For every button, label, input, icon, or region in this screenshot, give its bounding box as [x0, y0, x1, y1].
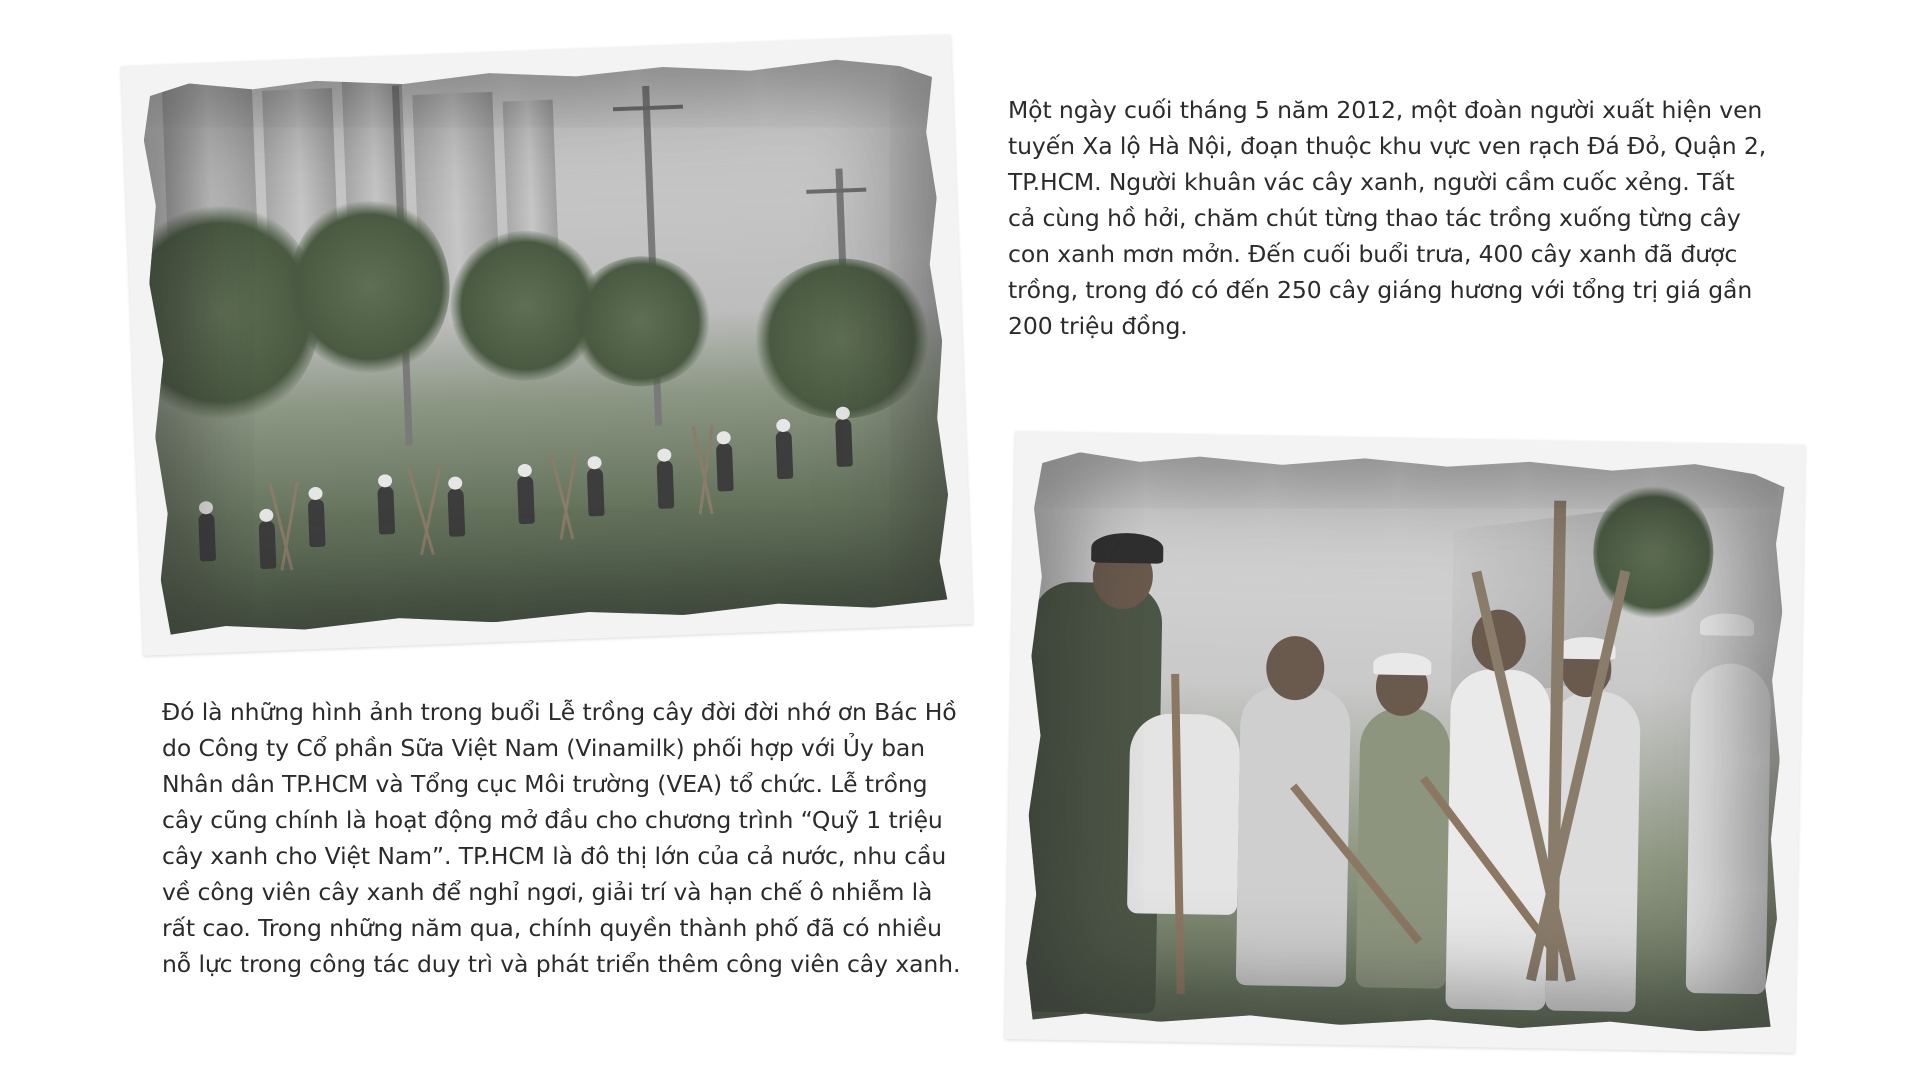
cap-shape: [1091, 532, 1164, 563]
person-figure: [775, 431, 793, 480]
person-figure: [587, 468, 605, 517]
photo-shovel-image: [1025, 451, 1785, 1032]
body-paragraph: Đó là những hình ảnh trong buổi Lễ trồng cây đời đời nhớ ơn Bác Hồ do Công ty Cổ phần Sữa Việt Nam (Vinamilk) phối hợp với Ủy ban Nhân dân TP.HCM và Tổng cục Môi trường (VEA) tổ chức. Lễ trồng cây cũng chính là hoạt động mở đầu cho chương trình “Quỹ 1 triệu cây xanh cho Việt Nam”. TP.HCM là đô thị lớn của cả nước, nhu cầu về công viên cây xanh để nghỉ ngơi, giải trí và hạn chế ô nhiễm là rất cao. Trong những năm qua, chính quyền thành phố đã có nhiều nỗ lực trong công tác duy trì và phát triển thêm công viên cây xanh.: [162, 698, 961, 978]
person-figure: [377, 486, 395, 535]
person-figure: [259, 521, 277, 570]
person-figure: [1686, 663, 1772, 994]
photo-roadside-image: [142, 55, 953, 635]
tree-foliage: [749, 255, 935, 422]
person-figure: [198, 513, 216, 562]
person-figure: [835, 418, 853, 467]
person-figure: [657, 460, 675, 509]
person-figure: [1127, 713, 1240, 915]
photo-officials-shovel-planting: [1005, 431, 1805, 1053]
person-figure: [447, 488, 465, 537]
cap-shape: [1700, 613, 1754, 636]
person-figure: [716, 443, 734, 492]
person-figure: [308, 499, 326, 548]
tree-foliage: [1592, 481, 1714, 623]
person-figure: [1356, 707, 1451, 989]
person-figure: [517, 476, 535, 525]
intro-paragraph: Một ngày cuối tháng 5 năm 2012, một đoàn người xuất hiện ven tuyến Xa lộ Hà Nội, đoạn thuộc khu vực ven rạch Đá Đỏ, Quận 2, TP.HCM. Người khuân vác cây xanh, người cầm cuốc xẻng. Tất cả cùng hồ hởi, chăm chút từng thao tác trồng xuống từng cây con xanh mơn mởn. Đến cuối buổi trưa, 400 cây xanh đã được trồng, trong đó có đến 250 cây giáng hương với tổng trị giá gần 200 triệu đồng.: [1008, 96, 1767, 340]
photo-roadside-tree-planting: [121, 34, 973, 655]
cap-shape: [1373, 652, 1431, 675]
